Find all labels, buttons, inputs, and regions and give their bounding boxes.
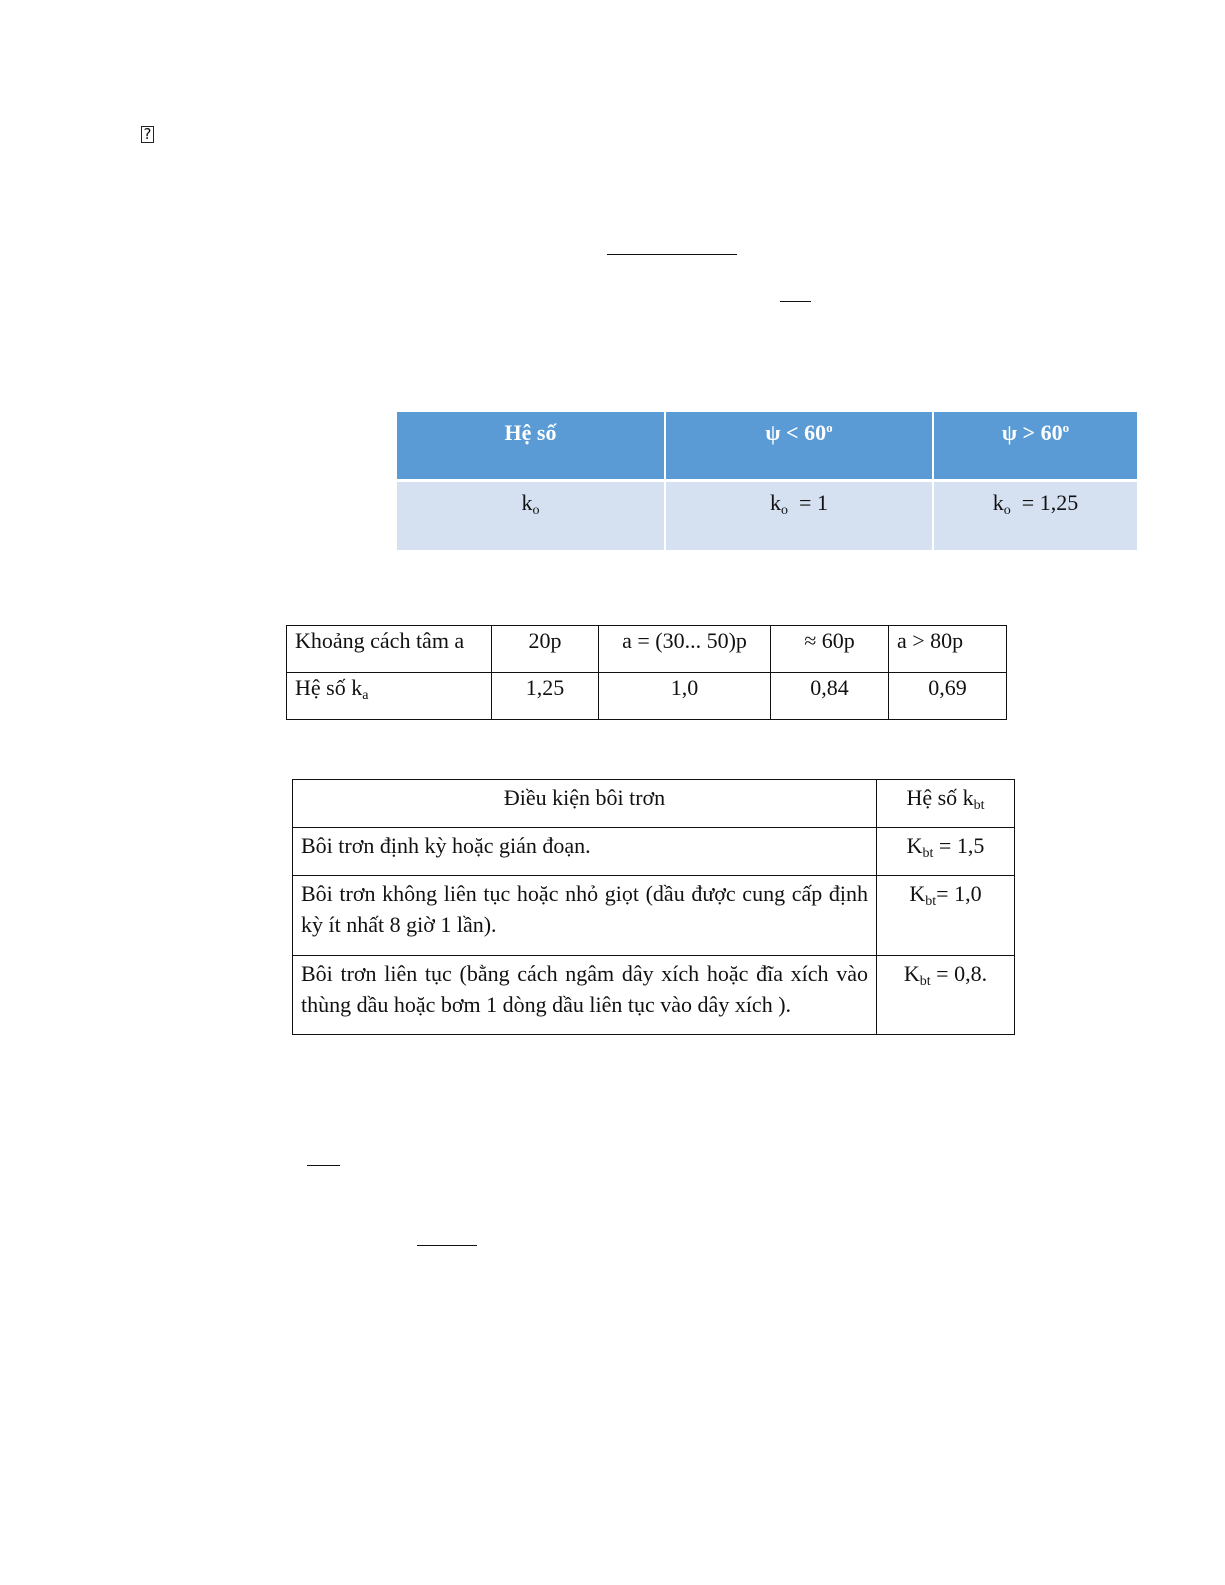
table-cell (397, 480, 665, 550)
header-superscript: o (826, 420, 833, 435)
missing-glyph-icon: ? (141, 126, 154, 143)
cell-text: = 1,25 (1010, 489, 1079, 515)
table-cell (889, 673, 1007, 720)
cell-text: k (770, 489, 782, 515)
table-header-row (293, 780, 1015, 828)
table-header-cell (933, 412, 1137, 480)
fraction-bar (607, 254, 737, 255)
table-cell (287, 626, 492, 673)
cell-subscript: bt (919, 974, 931, 989)
table-row (397, 480, 1137, 550)
header-superscript: o (1062, 420, 1070, 435)
fraction-bar (780, 301, 811, 302)
cell-text: a > 80p (897, 628, 964, 653)
table-header-cell (397, 412, 665, 480)
table-row (293, 956, 1015, 1035)
table-cell (293, 876, 877, 956)
table-cell (877, 828, 1015, 876)
table-cell (492, 626, 599, 673)
table-cell (771, 673, 889, 720)
table-row (287, 673, 1007, 720)
header-text: Điều kiện bôi trơn (503, 785, 666, 810)
cell-text: ≈ 60p (804, 628, 855, 653)
table-cell (933, 480, 1137, 550)
table-header-cell (665, 412, 933, 480)
table-cell (877, 956, 1015, 1035)
cell-text: 20p (528, 628, 562, 653)
cell-text: K (909, 881, 926, 906)
cell-text: K (906, 833, 923, 858)
table-header-cell (877, 780, 1015, 828)
cell-text: Hệ số k (295, 675, 363, 700)
header-text: ψ < 60 (765, 420, 827, 445)
table-cell (889, 626, 1007, 673)
cell-subscript: o (532, 502, 540, 518)
cell-text: a = (30... 50)p (622, 628, 747, 653)
cell-subscript: a (362, 688, 369, 703)
cell-text: K (903, 961, 920, 986)
table-row (287, 626, 1007, 673)
table-header-cell (293, 780, 877, 828)
cell-text: Bôi trơn định kỳ hoặc gián đoạn. (301, 833, 591, 858)
cell-text: 0,69 (928, 675, 967, 700)
fraction-bar (307, 1165, 340, 1166)
cell-text: 1,25 (525, 675, 565, 700)
cell-text: 0,84 (810, 675, 849, 700)
cell-subscript: bt (925, 894, 937, 909)
table-cell (599, 673, 771, 720)
cell-text: Bôi trơn liên tục (bằng cách ngâm dây xích hoặc đĩa xích vào thùng dầu hoặc bơm 1 dòng dầu liên tục vào dây xích ). (301, 961, 868, 1017)
fraction-bar (417, 1245, 477, 1246)
cell-subscript: o (781, 502, 789, 518)
cell-text: = 1 (788, 489, 828, 515)
header-text: Hệ số (504, 420, 557, 445)
table-header-row (397, 412, 1137, 480)
cell-text: = 1,0 (936, 881, 982, 906)
table-row (293, 876, 1015, 956)
cell-text: Bôi trơn không liên tục hoặc nhỏ giọt (dầu được cung cấp định kỳ ít nhất 8 giờ 1 lần). (301, 881, 868, 937)
cell-text: = 0,8. (930, 961, 988, 986)
cell-text: = 1,5 (933, 833, 985, 858)
table-cell (287, 673, 492, 720)
cell-subscript: o (1003, 502, 1011, 518)
cell-text: k (992, 489, 1004, 515)
table-cell (665, 480, 933, 550)
cell-text: k (521, 489, 533, 515)
header-text: ψ > 60 (1001, 420, 1063, 445)
table-row (293, 828, 1015, 876)
table-cell (771, 626, 889, 673)
table-cell (492, 673, 599, 720)
table-cell (293, 828, 877, 876)
angle-coefficient-table (397, 412, 1137, 550)
center-distance-table (286, 625, 1007, 720)
cell-text: 1,0 (670, 675, 699, 700)
cell-text: Khoảng cách tâm a (295, 628, 465, 653)
table-cell (877, 876, 1015, 956)
table-cell (293, 956, 877, 1035)
header-subscript: bt (973, 798, 985, 813)
header-text: Hệ số k (906, 785, 974, 810)
lubrication-table (292, 779, 1015, 1035)
cell-subscript: bt (922, 846, 934, 861)
table-cell (599, 626, 771, 673)
